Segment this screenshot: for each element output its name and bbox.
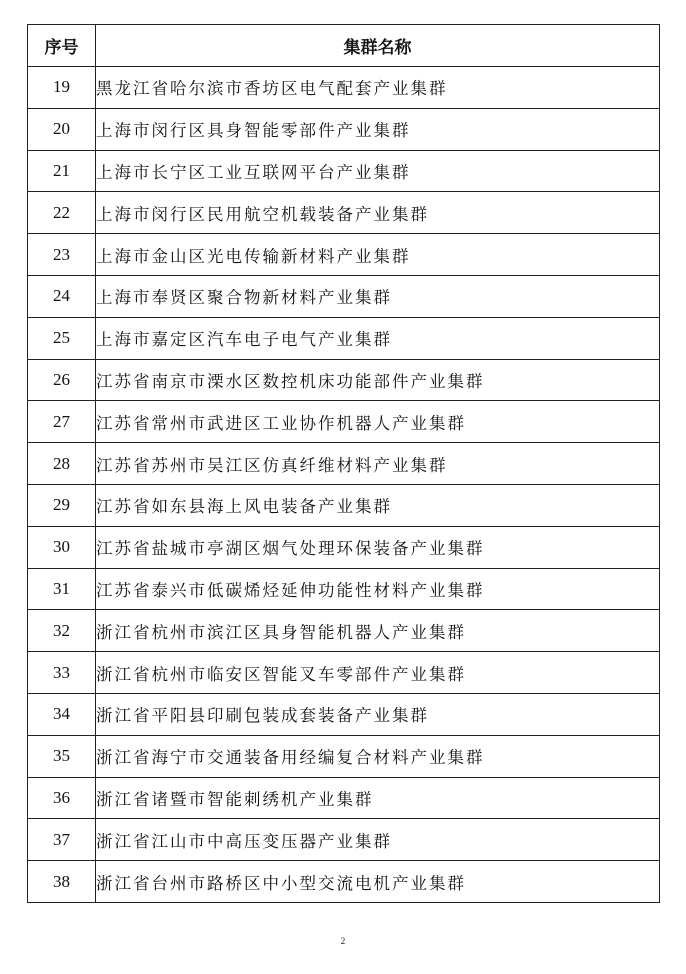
table-row (28, 401, 660, 443)
table-row (28, 777, 660, 819)
cluster-name-cell: 上海市闵行区具身智能零部件产业集群 (96, 108, 660, 150)
table-row (28, 443, 660, 485)
serial-number-cell: 31 (28, 568, 96, 610)
table-row (28, 652, 660, 694)
serial-number-cell: 37 (28, 819, 96, 861)
serial-number-cell: 27 (28, 401, 96, 443)
table-body (28, 67, 660, 903)
table-header-row (28, 25, 660, 67)
header-cluster-name: 集群名称 (96, 25, 660, 67)
serial-number-cell: 22 (28, 192, 96, 234)
serial-number-cell: 25 (28, 317, 96, 359)
table-row (28, 108, 660, 150)
cluster-name-cell: 上海市金山区光电传输新材料产业集群 (96, 234, 660, 276)
table-row (28, 150, 660, 192)
serial-number-cell: 24 (28, 275, 96, 317)
page-number: 2 (340, 936, 346, 946)
serial-number-cell: 35 (28, 735, 96, 777)
cluster-name-cell: 浙江省杭州市滨江区具身智能机器人产业集群 (96, 610, 660, 652)
cluster-name-cell: 上海市长宁区工业互联网平台产业集群 (96, 150, 660, 192)
serial-number-cell: 33 (28, 652, 96, 694)
serial-number-cell: 30 (28, 526, 96, 568)
serial-number-cell: 19 (28, 67, 96, 109)
serial-number-cell: 28 (28, 443, 96, 485)
serial-number-cell: 34 (28, 693, 96, 735)
serial-number-cell: 21 (28, 150, 96, 192)
cluster-table (27, 24, 660, 903)
table-row (28, 234, 660, 276)
cluster-name-cell: 江苏省苏州市吴江区仿真纤维材料产业集群 (96, 443, 660, 485)
table-row (28, 192, 660, 234)
cluster-name-cell: 上海市闵行区民用航空机载装备产业集群 (96, 192, 660, 234)
cluster-name-cell: 浙江省海宁市交通装备用经编复合材料产业集群 (96, 735, 660, 777)
table-row (28, 610, 660, 652)
table-row (28, 693, 660, 735)
serial-number-cell: 26 (28, 359, 96, 401)
cluster-name-cell: 江苏省盐城市亭湖区烟气处理环保装备产业集群 (96, 526, 660, 568)
table-row (28, 317, 660, 359)
cluster-name-cell: 江苏省泰兴市低碳烯烃延伸功能性材料产业集群 (96, 568, 660, 610)
table-row (28, 359, 660, 401)
table-row (28, 275, 660, 317)
serial-number-cell: 23 (28, 234, 96, 276)
cluster-name-cell: 浙江省江山市中高压变压器产业集群 (96, 819, 660, 861)
table-row (28, 735, 660, 777)
cluster-name-cell: 江苏省常州市武进区工业协作机器人产业集群 (96, 401, 660, 443)
cluster-name-cell: 浙江省台州市路桥区中小型交流电机产业集群 (96, 861, 660, 903)
cluster-name-cell: 浙江省诸暨市智能刺绣机产业集群 (96, 777, 660, 819)
cluster-name-cell: 上海市奉贤区聚合物新材料产业集群 (96, 275, 660, 317)
table-row (28, 861, 660, 903)
document-page (27, 24, 659, 903)
header-serial-number: 序号 (28, 25, 96, 67)
serial-number-cell: 20 (28, 108, 96, 150)
cluster-name-cell: 江苏省如东县海上风电装备产业集群 (96, 484, 660, 526)
table-row (28, 67, 660, 109)
cluster-name-cell: 江苏省南京市溧水区数控机床功能部件产业集群 (96, 359, 660, 401)
table-row (28, 484, 660, 526)
serial-number-cell: 36 (28, 777, 96, 819)
cluster-name-cell: 黑龙江省哈尔滨市香坊区电气配套产业集群 (96, 67, 660, 109)
table-row (28, 568, 660, 610)
cluster-name-cell: 上海市嘉定区汽车电子电气产业集群 (96, 317, 660, 359)
serial-number-cell: 29 (28, 484, 96, 526)
table-row (28, 819, 660, 861)
table-row (28, 526, 660, 568)
serial-number-cell: 38 (28, 861, 96, 903)
cluster-name-cell: 浙江省杭州市临安区智能叉车零部件产业集群 (96, 652, 660, 694)
serial-number-cell: 32 (28, 610, 96, 652)
cluster-name-cell: 浙江省平阳县印刷包装成套装备产业集群 (96, 693, 660, 735)
